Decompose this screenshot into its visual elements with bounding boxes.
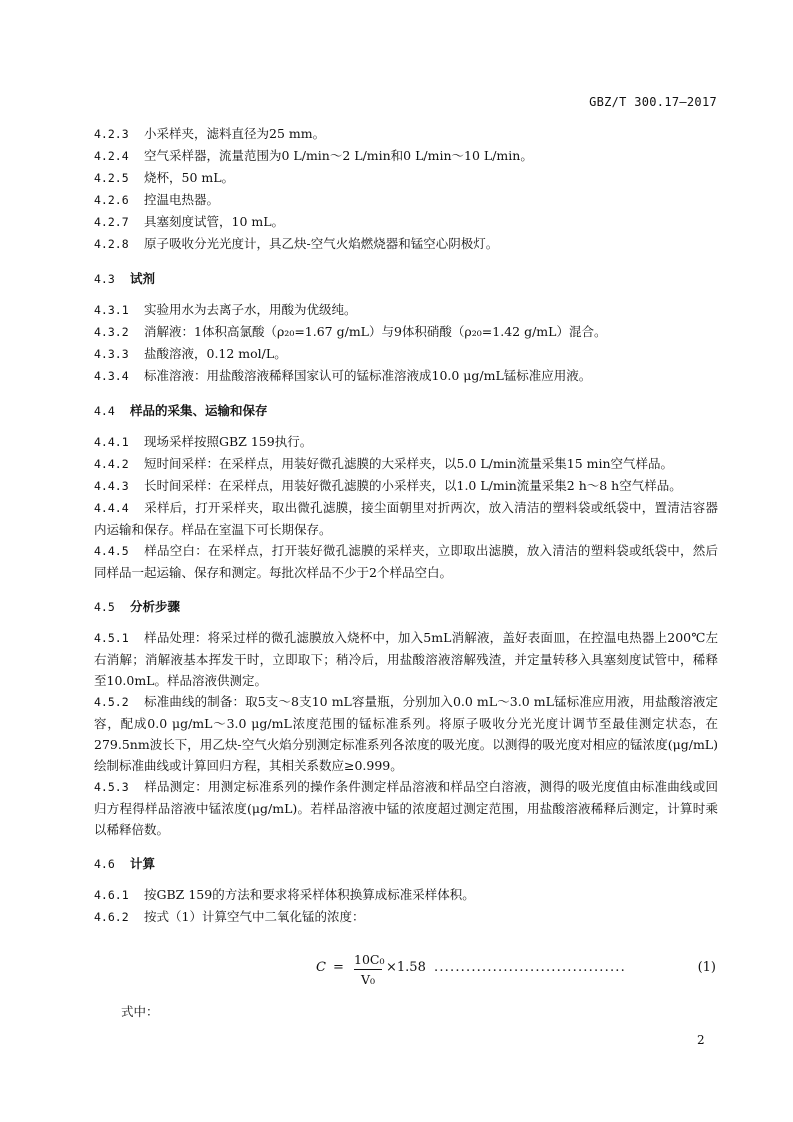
formula-leader-dots: .................................... [434,960,626,975]
body-text [94,123,718,928]
clause-4-4-5: 4.4.5 样品空白：在采样点，打开装好微孔滤膜的采样夹，立即取出滤膜，放入清洁的塑料袋或纸袋中，然后同样品一起运输、保存和测定。每批次样品不少于2个样品空白。 [94,543,718,580]
formula-lhs: C [316,960,326,975]
clause-4-2-6: 4.2.6 控温电热器。 [94,192,220,207]
clause-4-3-2: 4.3.2 消解液：1体积高氯酸（ρ₂₀=1.67 g/mL）与9体积硝酸（ρ₂₀=1.42 g/mL）混合。 [94,324,607,339]
clause-4-3-1: 4.3.1 实验用水为去离子水，用酸为优级纯。 [94,302,357,317]
clause-4-5-1: 4.5.1 样品处理：将采过样的微孔滤膜放入烧杯中，加入5mL消解液，盖好表面皿，在控温电热器上200℃左右消解；消解液基本挥发干时，立即取下；稍冷后，用盐酸溶液溶解残渣，并定量转移入具塞刻度试管中，稀释至10.0mL。样品溶液供测定。 [94,630,718,688]
section-heading-reagents: 4.3 试剂 [94,271,156,286]
formula-multiplier: ×1.58 [386,960,426,975]
clause-4-6-2: 4.6.2 按式（1）计算空气中二氧化锰的浓度： [94,909,365,924]
where-label: 式中： [121,1004,159,1019]
clause-4-5-2: 4.5.2 标准曲线的制备：取5支～8支10 mL容量瓶，分别加入0.0 mL～3.0 mL锰标准应用液，用盐酸溶液定容，配成0.0 μg/mL～3.0 μg/mL浓度范围的锰标准系列。将原子吸收分光光度计调节至最佳测定状态，在279.5nm波长下，用乙炔-空气火焰分别测定标准系列各浓度的吸光度。以测得的吸光度对相应的锰浓度(μg/mL)绘制标准曲线或计算回归方程，其相关系数应≥0.999。 [94,694,718,773]
formula-numerator: 10C₀ [354,952,385,967]
clause-4-5-3: 4.5.3 样品测定：用测定标准系列的操作条件测定样品溶液和样品空白溶液，测得的吸光度值由标准曲线或回归方程得样品溶液中锰浓度(μg/mL)。若样品溶液中锰的浓度超过测定范围，用盐酸溶液稀释后测定，计算时乘以稀释倍数。 [94,779,718,837]
clause-4-4-3: 4.4.3 长时间采样：在采样点，用装好微孔滤膜的小采样夹，以1.0 L/min流量采集2 h～8 h空气样品。 [94,478,682,493]
clause-4-2-5: 4.2.5 烧杯，50 mL。 [94,170,235,185]
clause-4-2-7: 4.2.7 具塞刻度试管，10 mL。 [94,214,285,229]
clause-4-4-4: 4.4.4 采样后，打开采样夹，取出微孔滤膜，接尘面朝里对折两次，放入清洁的塑料袋或纸袋中，置清洁容器内运输和保存。样品在室温下可长期保存。 [94,500,718,537]
clause-4-2-8: 4.2.8 原子吸收分光光度计，具乙炔-空气火焰燃烧器和锰空心阴极灯。 [94,236,499,251]
page-number: 2 [697,1033,705,1047]
clause-4-6-1: 4.6.1 按GBZ 159的方法和要求将采样体积换算成标准采样体积。 [94,887,475,902]
clause-4-4-1: 4.4.1 现场采样按照GBZ 159执行。 [94,434,313,449]
section-heading-calculation: 4.6 计算 [94,856,156,871]
formula-1 [316,952,716,992]
formula-denominator: V₀ [360,972,376,987]
clause-4-2-3: 4.2.3 小采样夹，滤料直径为25 mm。 [94,126,326,141]
section-heading-analysis: 4.5 分析步骤 [94,599,181,614]
clause-4-3-4: 4.3.4 标准溶液：用盐酸溶液稀释国家认可的锰标准溶液成10.0 μg/mL锰标准应用液。 [94,368,592,383]
formula-fraction [354,952,385,987]
standard-code: GBZ/T 300.17—2017 [589,95,717,109]
clause-4-3-3: 4.3.3 盐酸溶液，0.12 mol/L。 [94,346,287,361]
formula-equation-number: (1) [697,960,716,975]
formula-equals: = [333,960,344,975]
clause-4-4-2: 4.4.2 短时间采样：在采样点，用装好微孔滤膜的大采样夹，以5.0 L/min流量采集15 min空气样品。 [94,456,674,471]
section-heading-sampling: 4.4 样品的采集、运输和保存 [94,403,268,418]
clause-4-2-4: 4.2.4 空气采样器，流量范围为0 L/min～2 L/min和0 L/min～10 L/min。 [94,148,533,163]
fraction-bar [354,969,382,970]
